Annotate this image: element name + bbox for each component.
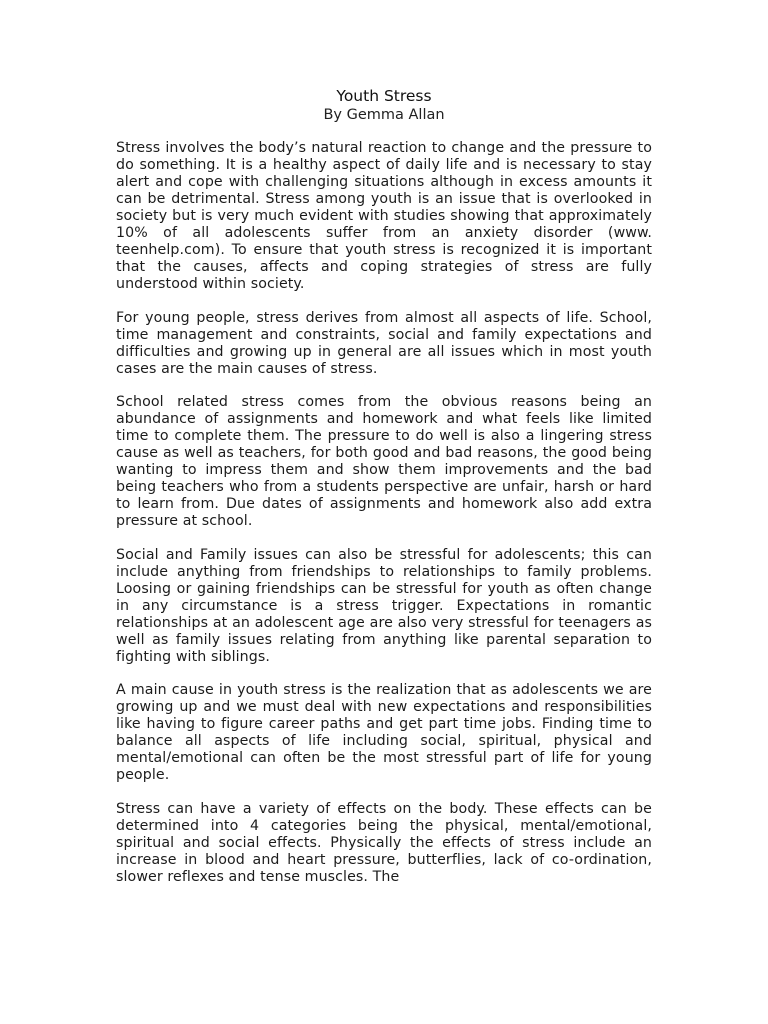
paragraph-social-family: Social and Family issues can also be stressful for adolescents; this can include anything from friendships to relationships to family problems. Loosing or gaining friendships can be stressful for youth as often change in any circumstance is a stress trigger. Expectations in romantic relationships at an adolescent age are also very stressful for teenagers as well as family issues relating from anything like parental separation to fighting with siblings. <box>116 546 652 665</box>
paragraph-school-stress: School related stress comes from the obvious reasons being an abundance of assignments and homework and what feels like limited time to complete them. The pressure to do well is also a lingering stress cause as well as teachers, for both good and bad reasons, the good being wanting to impress them and show them improvements and the bad being teachers who from a students perspective are unfair, harsh or hard to learn from. Due dates of assignments and homework also add extra pressure at school. <box>116 394 652 529</box>
document-header <box>0 86 768 125</box>
paragraph-growing-up: A main cause in youth stress is the realization that as adolescents we are growing up and we must deal with new expectations and responsibilities like having to figure career paths and get part time jobs. Finding time to balance all aspects of life including social, spiritual, physical and mental/emotional can often be the most stressful part of life for young people. <box>116 682 652 783</box>
document-author: By Gemma Allan <box>323 107 445 123</box>
document-title: Youth Stress <box>336 87 432 105</box>
paragraph-effects: Stress can have a variety of effects on the body. These effects can be determined into 4 categories being the physical, mental/emotional, spiritual and social effects. Physically the effects of stress include an increase in blood and heart pressure, butterflies, lack of co-ordination, slower reflexes and tense muscles. The <box>116 800 652 885</box>
paragraph-causes: For young people, stress derives from almost all aspects of life. School, time management and constraints, social and family expectations and difficulties and growing up in general are all issues which in most youth cases are the main causes of stress. <box>116 309 652 377</box>
document-body <box>116 140 652 910</box>
paragraph-intro: Stress involves the body’s natural reaction to change and the pressure to do something. It is a healthy aspect of daily life and is necessary to stay alert and cope with challenging situations although in excess amounts it can be detrimental. Stress among youth is an issue that is overlooked in society but is very much evident with studies showing that approximately 10% of all adolescents suffer from an anxiety disorder (www. teenhelp.com). To ensure that youth stress is recognized it is important that the causes, affects and coping strategies of stress are fully understood within society. <box>116 140 652 292</box>
